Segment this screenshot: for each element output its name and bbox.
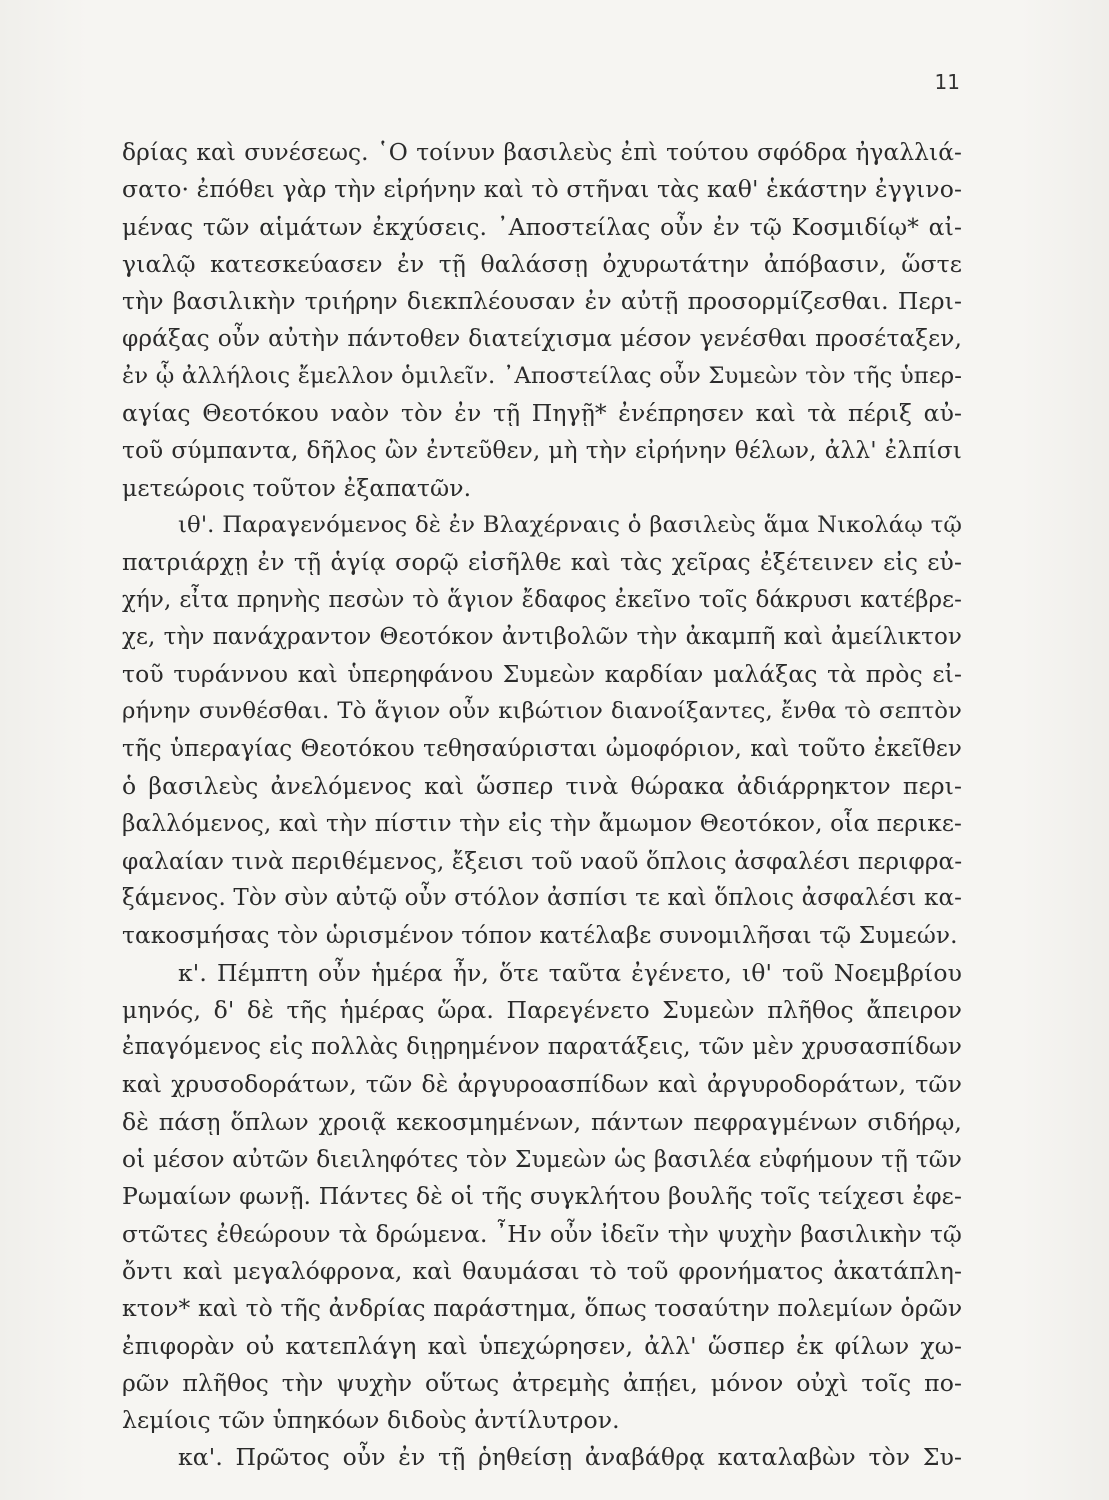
text-line: τὴν βασιλικὴν τριήρην διεκπλέουσαν ἐν αὐτῇ προσορμίζεσθαι. Περι- (122, 287, 962, 316)
text-line: κ'. Πέμπτη οὖν ἡμέρα ἦν, ὅτε ταῦτα ἐγένετο, ιθ' τοῦ Νοεμβρίου (178, 958, 962, 987)
text-line: οἱ μέσον αὐτῶν διειληφότες τὸν Συμεὼν ὡς βασιλέα εὐφήμουν τῇ τῶν (122, 1146, 962, 1174)
text-line: ρῶν πλῆθος τὴν ψυχὴν οὕτως ἀτρεμὴς ἀπῄει, μόνον οὐχὶ τοῖς πο- (122, 1368, 962, 1397)
text-line: κτον* καὶ τὸ τῆς ἀνδρίας παράστημα, ὅπως τοσαύτην πολεμίων ὁρῶν (122, 1294, 963, 1323)
text-line: ρήνην συνθέσθαι. Τὸ ἅγιον οὖν κιβώτιον διανοίξαντες, ἔνθα τὸ σεπτὸν (122, 698, 962, 725)
text-line: στῶτες ἐθεώρουν τὰ δρώμενα. ῏Ην οὖν ἰδεῖν τὴν ψυχὴν βασιλικὴν τῷ (122, 1220, 962, 1248)
text-line: ὄντι καὶ μεγαλόφρονα, καὶ θαυμάσαι τὸ τοῦ φρονήματος ἀκατάπλη- (122, 1256, 962, 1285)
text-line: χε, τὴν πανάχραντον Θεοτόκον ἀντιβολῶν τὴν ἀκαμπῆ καὶ ἀμείλικτον (122, 623, 962, 650)
text-line: ιθ'. Παραγενόμενος δὲ ἐν Βλαχέρναις ὁ βασιλεὺς ἅμα Νικολάῳ τῷ (178, 511, 962, 538)
text-line: δὲ πάσῃ ὅπλων χροιᾷ κεκοσμημένων, πάντων πεφραγμένων σιδήρῳ, (122, 1107, 962, 1136)
text-line: ἐπιφορὰν οὐ κατεπλάγη καὶ ὑπεχώρησεν, ἀλλ' ὥσπερ ἐκ φίλων χω- (122, 1331, 962, 1360)
text-line: βαλλόμενος, καὶ τὴν πίστιν τὴν εἰς τὴν ἄμωμον Θεοτόκον, οἷα περικε- (122, 810, 962, 838)
text-line: φράξας οὖν αὐτὴν πάντοθεν διατείχισμα μέσον γενέσθαι προσέταξεν, (122, 325, 962, 353)
text-line: τῆς ὑπεραγίας Θεοτόκου τεθησαύρισται ὠμοφόριον, καὶ τοῦτο ἐκεῖθεν (122, 735, 962, 762)
text-body (122, 134, 962, 1477)
text-line: μετεώροις τοῦτον ἐξαπατῶν. (122, 473, 472, 502)
text-line: ἐπαγόμενος εἰς πολλὰς διῃρημένον παρατάξεις, τῶν μὲν χρυσασπίδων (122, 1034, 962, 1061)
page-number: 11 (934, 70, 960, 94)
text-line: λεμίοις τῶν ὑπηκόων διδοὺς ἀντίλυτρον. (122, 1406, 620, 1435)
text-line: αγίας Θεοτόκου ναὸν τὸν ἐν τῇ Πηγῇ* ἐνέπρησεν καὶ τὰ πέριξ αὐ- (122, 399, 962, 428)
text-line: πατριάρχῃ ἐν τῇ ἁγίᾳ σορῷ εἰσῆλθε καὶ τὰς χεῖρας ἐξέτεινεν εἰς εὐ- (122, 548, 962, 577)
text-line: ὁ βασιλεὺς ἀνελόμενος καὶ ὥσπερ τινὰ θώρακα ἀδιάρρηκτον περι- (122, 772, 962, 801)
text-line: κα'. Πρῶτος οὖν ἐν τῇ ῥηθείσῃ ἀναβάθρᾳ καταλαβὼν τὸν Συ- (178, 1443, 962, 1472)
text-line: τακοσμήσας τὸν ὡρισμένον τόπον κατέλαβε συνομιλῆσαι τῷ Συμεών. (122, 922, 958, 950)
text-line: φαλαίαν τινὰ περιθέμενος, ἔξεισι τοῦ ναοῦ ὅπλοις ἀσφαλέσι περιφρα- (122, 847, 963, 875)
text-line: σατο· ἐπόθει γὰρ τὴν εἰρήνην καὶ τὸ στῆναι τὰς καθ' ἑκάστην ἐγγινο- (122, 175, 962, 204)
text-line: Ρωμαίων φωνῇ. Πάντες δὲ οἱ τῆς συγκλήτου βουλῆς τοῖς τείχεσι ἐφε- (122, 1182, 962, 1211)
text-line: μηνός, δ' δὲ τῆς ἡμέρας ὥρα. Παρεγένετο Συμεὼν πλῆθος ἄπειρον (122, 995, 962, 1024)
text-line: μένας τῶν αἱμάτων ἐκχύσεις. ᾽Αποστείλας οὖν ἐν τῷ Κοσμιδίῳ* αἰ- (122, 212, 962, 241)
text-line: δρίας καὶ συνέσεως. ῾Ο τοίνυν βασιλεὺς ἐπὶ τούτου σφόδρα ἠγαλλιά- (122, 139, 962, 166)
text-line: καὶ χρυσοδοράτων, τῶν δὲ ἀργυροασπίδων καὶ ἀργυροδοράτων, τῶν (122, 1070, 962, 1099)
text-line: ξάμενος. Τὸν σὺν αὐτῷ οὖν στόλον ἀσπίσι τε καὶ ὅπλοις ἀσφαλέσι κα- (122, 884, 962, 911)
text-line: ἐν ᾧ ἀλλήλοις ἔμελλον ὁμιλεῖν. ᾽Αποστείλας οὖν Συμεὼν τὸν τῆς ὑπερ- (122, 362, 962, 389)
text-line: τοῦ σύμπαντα, δῆλος ὢν ἐντεῦθεν, μὴ τὴν εἰρήνην θέλων, ἀλλ' ἐλπίσι (122, 437, 962, 465)
text-line: γιαλῷ κατεσκεύασεν ἐν τῇ θαλάσσῃ ὀχυρωτάτην ἀπόβασιν, ὥστε (122, 249, 962, 278)
text-line: χήν, εἶτα πρηνὴς πεσὼν τὸ ἅγιον ἔδαφος ἐκεῖνο τοῖς δάκρυσι κατέβρε- (122, 586, 962, 613)
text-line: τοῦ τυράννου καὶ ὑπερηφάνου Συμεὼν καρδίαν μαλάξας τὰ πρὸς εἰ- (122, 660, 962, 689)
